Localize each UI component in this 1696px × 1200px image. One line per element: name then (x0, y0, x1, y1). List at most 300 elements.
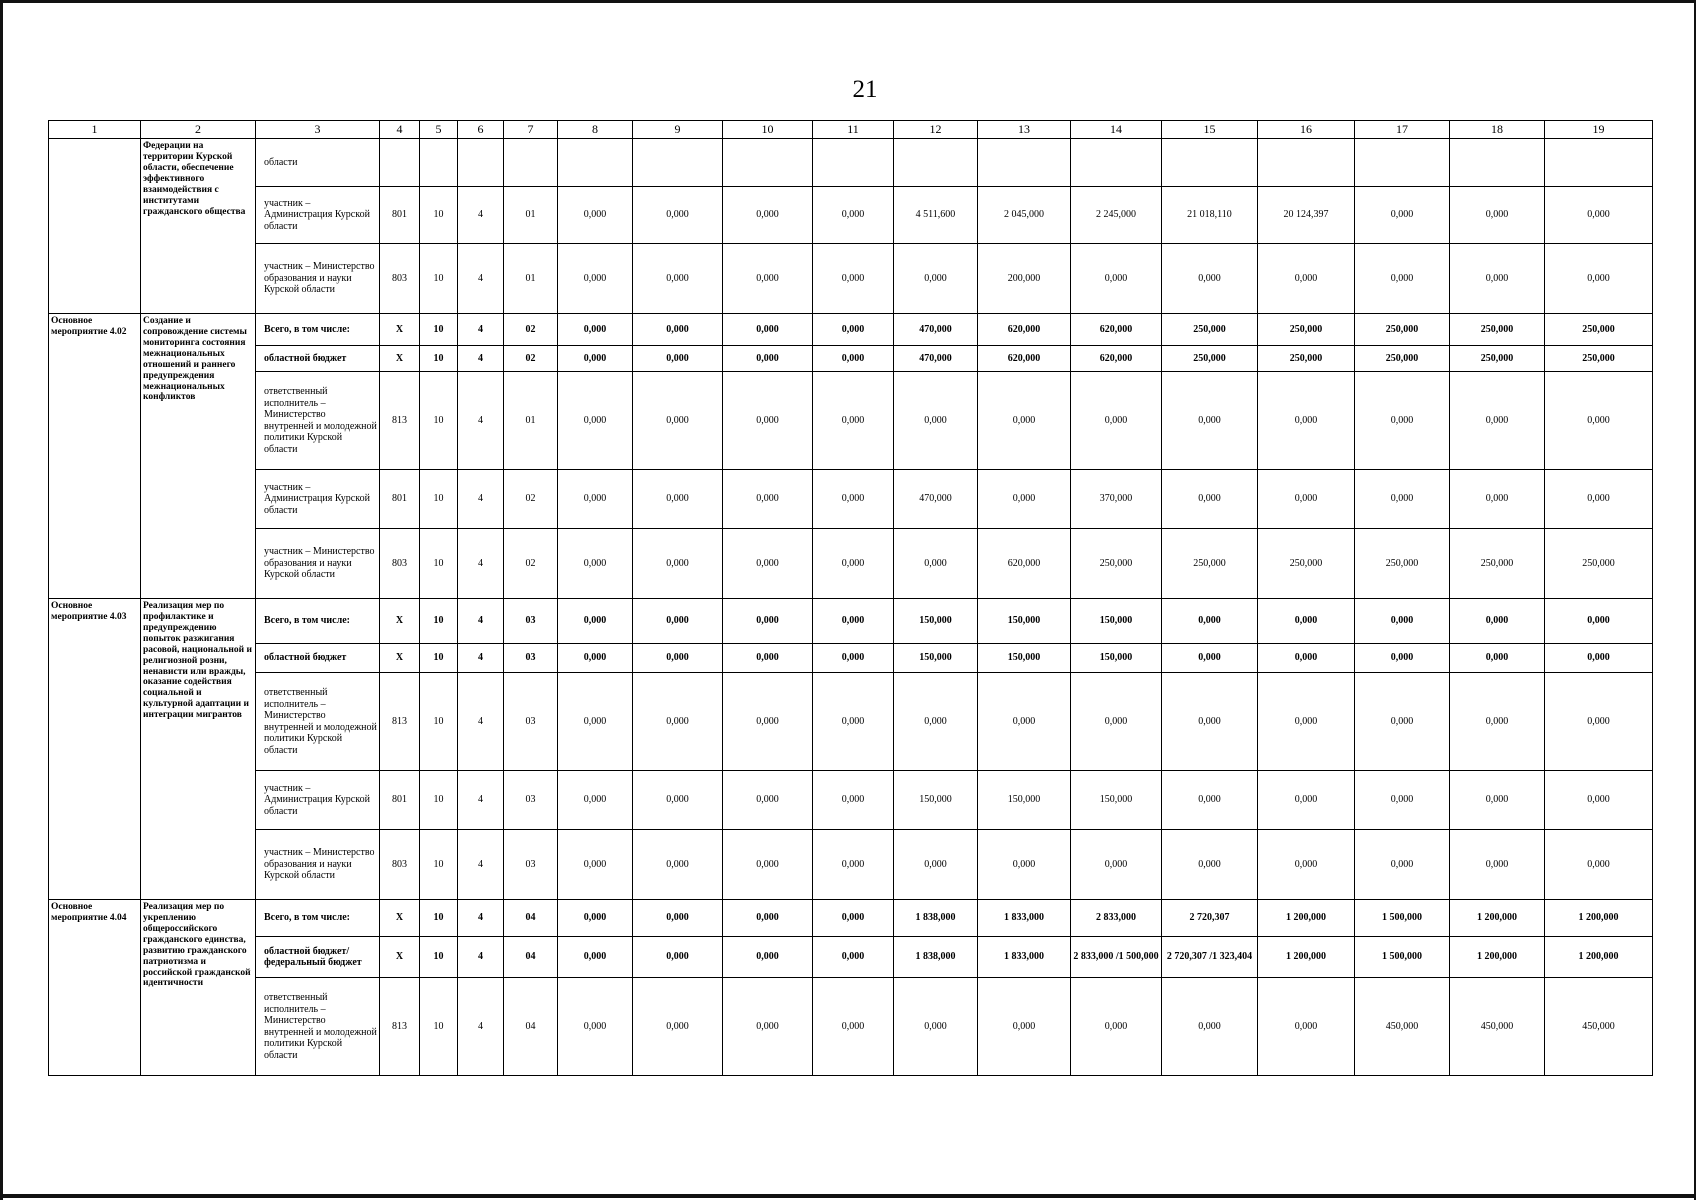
value-cell-col-5: 10 (420, 599, 458, 644)
value-cell-col-19: 0,000 (1545, 187, 1653, 244)
value-cell-col-13: 150,000 (978, 644, 1071, 673)
value-cell-col-12: 0,000 (894, 978, 978, 1076)
scan-border-top (0, 0, 1696, 3)
value-cell-col-17: 0,000 (1355, 673, 1450, 771)
value-cell-col-18: 1 200,000 (1450, 937, 1545, 978)
value-cell-col-12: 4 511,600 (894, 187, 978, 244)
value-cell-col-7: 02 (504, 529, 558, 599)
column-header-19: 19 (1545, 121, 1653, 139)
value-cell-col-9: 0,000 (633, 470, 723, 529)
value-cell-col-10: 0,000 (723, 937, 813, 978)
funding-source-cell: участник – Министерство образования и науки Курской области (256, 529, 380, 599)
activity-code-cell: Основное мероприятие 4.03 (49, 599, 141, 900)
value-cell-col-7 (504, 139, 558, 187)
value-cell-col-17: 0,000 (1355, 244, 1450, 314)
value-cell-col-4: 803 (380, 244, 420, 314)
value-cell-col-7: 04 (504, 900, 558, 937)
value-cell-col-18: 0,000 (1450, 673, 1545, 771)
value-cell-col-8: 0,000 (558, 644, 633, 673)
funding-source-cell: областной бюджет (256, 644, 380, 673)
value-cell-col-7: 01 (504, 244, 558, 314)
value-cell-col-19: 1 200,000 (1545, 900, 1653, 937)
column-header-2: 2 (141, 121, 256, 139)
value-cell-col-16: 250,000 (1258, 314, 1355, 346)
value-cell-col-19: 250,000 (1545, 346, 1653, 372)
value-cell-col-8: 0,000 (558, 937, 633, 978)
value-cell-col-19: 250,000 (1545, 314, 1653, 346)
value-cell-col-11: 0,000 (813, 900, 894, 937)
table-row (49, 529, 1653, 599)
value-cell-col-15: 0,000 (1162, 372, 1258, 470)
value-cell-col-11: 0,000 (813, 937, 894, 978)
table-row (49, 372, 1653, 470)
activity-code-cell: Основное мероприятие 4.04 (49, 900, 141, 1076)
value-cell-col-10: 0,000 (723, 830, 813, 900)
value-cell-col-10: 0,000 (723, 529, 813, 599)
value-cell-col-15: 0,000 (1162, 599, 1258, 644)
value-cell-col-16: 20 124,397 (1258, 187, 1355, 244)
value-cell-col-12: 0,000 (894, 244, 978, 314)
value-cell-col-16: 0,000 (1258, 644, 1355, 673)
value-cell-col-11: 0,000 (813, 644, 894, 673)
funding-source-cell: Всего, в том числе: (256, 599, 380, 644)
value-cell-col-9: 0,000 (633, 937, 723, 978)
value-cell-col-9 (633, 139, 723, 187)
value-cell-col-15: 0,000 (1162, 244, 1258, 314)
value-cell-col-16: 250,000 (1258, 529, 1355, 599)
value-cell-col-13: 200,000 (978, 244, 1071, 314)
value-cell-col-14: 150,000 (1071, 644, 1162, 673)
funding-source-cell: участник – Администрация Курской области (256, 771, 380, 830)
value-cell-col-8: 0,000 (558, 771, 633, 830)
value-cell-col-6: 4 (458, 937, 504, 978)
value-cell-col-6: 4 (458, 314, 504, 346)
value-cell-col-10 (723, 139, 813, 187)
value-cell-col-18: 0,000 (1450, 771, 1545, 830)
value-cell-col-15: 250,000 (1162, 314, 1258, 346)
value-cell-col-19: 0,000 (1545, 771, 1653, 830)
value-cell-col-9: 0,000 (633, 187, 723, 244)
value-cell-col-13: 150,000 (978, 771, 1071, 830)
activity-code-cell (49, 139, 141, 314)
value-cell-col-13: 150,000 (978, 599, 1071, 644)
table-row (49, 139, 1653, 187)
page-number: 21 (852, 76, 878, 103)
value-cell-col-6: 4 (458, 470, 504, 529)
column-header-13: 13 (978, 121, 1071, 139)
value-cell-col-16: 250,000 (1258, 346, 1355, 372)
value-cell-col-7: 03 (504, 830, 558, 900)
table-row (49, 244, 1653, 314)
table-row (49, 470, 1653, 529)
value-cell-col-4: 813 (380, 978, 420, 1076)
table-row (49, 314, 1653, 346)
value-cell-col-15: 250,000 (1162, 529, 1258, 599)
funding-source-cell: Всего, в том числе: (256, 900, 380, 937)
value-cell-col-5: 10 (420, 937, 458, 978)
value-cell-col-11: 0,000 (813, 673, 894, 771)
value-cell-col-14: 2 833,000 /1 500,000 (1071, 937, 1162, 978)
value-cell-col-8 (558, 139, 633, 187)
value-cell-col-17: 0,000 (1355, 187, 1450, 244)
funding-source-cell: участник – Администрация Курской области (256, 470, 380, 529)
value-cell-col-13: 620,000 (978, 314, 1071, 346)
value-cell-col-14 (1071, 139, 1162, 187)
table-row (49, 900, 1653, 937)
value-cell-col-8: 0,000 (558, 372, 633, 470)
value-cell-col-12: 1 838,000 (894, 900, 978, 937)
budget-table (48, 120, 1653, 1076)
value-cell-col-13 (978, 139, 1071, 187)
value-cell-col-16: 0,000 (1258, 830, 1355, 900)
value-cell-col-12: 150,000 (894, 599, 978, 644)
value-cell-col-6: 4 (458, 187, 504, 244)
value-cell-col-17: 450,000 (1355, 978, 1450, 1076)
value-cell-col-11: 0,000 (813, 599, 894, 644)
column-header-5: 5 (420, 121, 458, 139)
value-cell-col-14: 620,000 (1071, 314, 1162, 346)
value-cell-col-9: 0,000 (633, 599, 723, 644)
value-cell-col-12: 470,000 (894, 314, 978, 346)
value-cell-col-11 (813, 139, 894, 187)
value-cell-col-9: 0,000 (633, 529, 723, 599)
value-cell-col-9: 0,000 (633, 644, 723, 673)
value-cell-col-18 (1450, 139, 1545, 187)
value-cell-col-17: 250,000 (1355, 529, 1450, 599)
value-cell-col-9: 0,000 (633, 372, 723, 470)
activity-description-cell: Федерации на территории Курской области, обеспечение эффективного взаимодействия с институтами гражданского общества (141, 139, 256, 314)
value-cell-col-4: 801 (380, 187, 420, 244)
table-row (49, 644, 1653, 673)
value-cell-col-10: 0,000 (723, 346, 813, 372)
value-cell-col-14: 0,000 (1071, 244, 1162, 314)
funding-source-cell: области (256, 139, 380, 187)
value-cell-col-8: 0,000 (558, 187, 633, 244)
value-cell-col-12: 0,000 (894, 673, 978, 771)
value-cell-col-15: 250,000 (1162, 346, 1258, 372)
value-cell-col-14: 250,000 (1071, 529, 1162, 599)
value-cell-col-10: 0,000 (723, 673, 813, 771)
value-cell-col-5: 10 (420, 644, 458, 673)
value-cell-col-15: 0,000 (1162, 470, 1258, 529)
value-cell-col-6: 4 (458, 830, 504, 900)
value-cell-col-11: 0,000 (813, 978, 894, 1076)
value-cell-col-19: 250,000 (1545, 529, 1653, 599)
table-row (49, 673, 1653, 771)
value-cell-col-6: 4 (458, 372, 504, 470)
table-row (49, 830, 1653, 900)
value-cell-col-15: 2 720,307 (1162, 900, 1258, 937)
value-cell-col-18: 1 200,000 (1450, 900, 1545, 937)
value-cell-col-10: 0,000 (723, 900, 813, 937)
value-cell-col-5: 10 (420, 529, 458, 599)
column-header-18: 18 (1450, 121, 1545, 139)
value-cell-col-18: 0,000 (1450, 830, 1545, 900)
value-cell-col-14: 150,000 (1071, 599, 1162, 644)
value-cell-col-12: 1 838,000 (894, 937, 978, 978)
value-cell-col-16: 1 200,000 (1258, 937, 1355, 978)
value-cell-col-6: 4 (458, 599, 504, 644)
value-cell-col-18: 250,000 (1450, 529, 1545, 599)
column-header-3: 3 (256, 121, 380, 139)
table-row (49, 771, 1653, 830)
value-cell-col-19: 0,000 (1545, 830, 1653, 900)
value-cell-col-15: 21 018,110 (1162, 187, 1258, 244)
value-cell-col-11: 0,000 (813, 346, 894, 372)
value-cell-col-17: 1 500,000 (1355, 900, 1450, 937)
value-cell-col-19 (1545, 139, 1653, 187)
value-cell-col-11: 0,000 (813, 830, 894, 900)
column-header-1: 1 (49, 121, 141, 139)
value-cell-col-17: 0,000 (1355, 644, 1450, 673)
value-cell-col-17: 0,000 (1355, 470, 1450, 529)
value-cell-col-10: 0,000 (723, 372, 813, 470)
value-cell-col-18: 0,000 (1450, 470, 1545, 529)
value-cell-col-9: 0,000 (633, 771, 723, 830)
value-cell-col-7: 04 (504, 937, 558, 978)
value-cell-col-6: 4 (458, 673, 504, 771)
value-cell-col-13: 0,000 (978, 372, 1071, 470)
value-cell-col-15: 0,000 (1162, 830, 1258, 900)
column-header-10: 10 (723, 121, 813, 139)
value-cell-col-7: 02 (504, 314, 558, 346)
value-cell-col-11: 0,000 (813, 244, 894, 314)
value-cell-col-16 (1258, 139, 1355, 187)
value-cell-col-6: 4 (458, 529, 504, 599)
value-cell-col-14: 0,000 (1071, 673, 1162, 771)
value-cell-col-12: 470,000 (894, 346, 978, 372)
value-cell-col-18: 250,000 (1450, 346, 1545, 372)
funding-source-cell: участник – Администрация Курской области (256, 187, 380, 244)
value-cell-col-12: 0,000 (894, 529, 978, 599)
value-cell-col-17: 0,000 (1355, 599, 1450, 644)
value-cell-col-9: 0,000 (633, 346, 723, 372)
value-cell-col-19: 0,000 (1545, 673, 1653, 771)
column-header-7: 7 (504, 121, 558, 139)
value-cell-col-8: 0,000 (558, 900, 633, 937)
value-cell-col-7: 01 (504, 187, 558, 244)
value-cell-col-4: 801 (380, 470, 420, 529)
funding-source-cell: ответственный исполнитель – Министерство внутренней и молодежной политики Курской области (256, 372, 380, 470)
value-cell-col-4: X (380, 599, 420, 644)
value-cell-col-16: 0,000 (1258, 599, 1355, 644)
value-cell-col-15 (1162, 139, 1258, 187)
value-cell-col-5 (420, 139, 458, 187)
value-cell-col-5: 10 (420, 771, 458, 830)
value-cell-col-14: 0,000 (1071, 830, 1162, 900)
value-cell-col-11: 0,000 (813, 372, 894, 470)
value-cell-col-13: 0,000 (978, 830, 1071, 900)
funding-source-cell: участник – Министерство образования и науки Курской области (256, 244, 380, 314)
value-cell-col-13: 620,000 (978, 346, 1071, 372)
funding-source-cell: областной бюджет/ федеральный бюджет (256, 937, 380, 978)
value-cell-col-17: 250,000 (1355, 346, 1450, 372)
value-cell-col-17: 250,000 (1355, 314, 1450, 346)
column-header-12: 12 (894, 121, 978, 139)
scan-border-left (0, 0, 3, 1200)
value-cell-col-13: 0,000 (978, 978, 1071, 1076)
value-cell-col-8: 0,000 (558, 830, 633, 900)
table-body (49, 139, 1653, 1076)
table-row (49, 187, 1653, 244)
value-cell-col-9: 0,000 (633, 673, 723, 771)
value-cell-col-18: 0,000 (1450, 599, 1545, 644)
value-cell-col-4: X (380, 900, 420, 937)
value-cell-col-7: 02 (504, 346, 558, 372)
value-cell-col-7: 01 (504, 372, 558, 470)
value-cell-col-17: 0,000 (1355, 372, 1450, 470)
value-cell-col-18: 0,000 (1450, 187, 1545, 244)
value-cell-col-4: 801 (380, 771, 420, 830)
value-cell-col-11: 0,000 (813, 470, 894, 529)
value-cell-col-19: 450,000 (1545, 978, 1653, 1076)
funding-source-cell: ответственный исполнитель – Министерство внутренней и молодежной политики Курской области (256, 978, 380, 1076)
value-cell-col-8: 0,000 (558, 346, 633, 372)
value-cell-col-10: 0,000 (723, 244, 813, 314)
table-row (49, 937, 1653, 978)
table-row (49, 599, 1653, 644)
value-cell-col-4: 813 (380, 372, 420, 470)
value-cell-col-4: X (380, 644, 420, 673)
value-cell-col-4: 803 (380, 830, 420, 900)
value-cell-col-5: 10 (420, 900, 458, 937)
value-cell-col-13: 0,000 (978, 470, 1071, 529)
value-cell-col-17: 0,000 (1355, 771, 1450, 830)
value-cell-col-14: 2 245,000 (1071, 187, 1162, 244)
value-cell-col-7: 03 (504, 673, 558, 771)
value-cell-col-5: 10 (420, 346, 458, 372)
value-cell-col-19: 0,000 (1545, 372, 1653, 470)
activity-description-cell: Создание и сопровождение системы мониторинга состояния межнациональных отношений и раннего предупреждения межнациональных конфликтов (141, 314, 256, 599)
value-cell-col-13: 0,000 (978, 673, 1071, 771)
value-cell-col-14: 150,000 (1071, 771, 1162, 830)
activity-description-cell: Реализация мер по профилактике и предупреждению попыток разжигания расовой, национальной и религиозной розни, ненависти или вражды, оказание содействия социальной и культурной адаптации и интеграции мигрантов (141, 599, 256, 900)
value-cell-col-6 (458, 139, 504, 187)
value-cell-col-6: 4 (458, 900, 504, 937)
value-cell-col-16: 1 200,000 (1258, 900, 1355, 937)
column-header-6: 6 (458, 121, 504, 139)
value-cell-col-5: 10 (420, 187, 458, 244)
value-cell-col-13: 620,000 (978, 529, 1071, 599)
value-cell-col-6: 4 (458, 771, 504, 830)
value-cell-col-10: 0,000 (723, 599, 813, 644)
value-cell-col-17 (1355, 139, 1450, 187)
value-cell-col-18: 0,000 (1450, 372, 1545, 470)
value-cell-col-19: 1 200,000 (1545, 937, 1653, 978)
activity-description-cell: Реализация мер по укреплению общероссийского гражданского единства, развитию гражданского патриотизма и российской гражданской идентичности (141, 900, 256, 1076)
value-cell-col-11: 0,000 (813, 187, 894, 244)
column-number-header-row (49, 121, 1653, 139)
value-cell-col-4: 813 (380, 673, 420, 771)
value-cell-col-12: 0,000 (894, 372, 978, 470)
value-cell-col-14: 370,000 (1071, 470, 1162, 529)
value-cell-col-7: 02 (504, 470, 558, 529)
value-cell-col-15: 0,000 (1162, 978, 1258, 1076)
value-cell-col-19: 0,000 (1545, 244, 1653, 314)
value-cell-col-14: 0,000 (1071, 372, 1162, 470)
value-cell-col-11: 0,000 (813, 771, 894, 830)
value-cell-col-10: 0,000 (723, 187, 813, 244)
column-header-17: 17 (1355, 121, 1450, 139)
value-cell-col-14: 620,000 (1071, 346, 1162, 372)
value-cell-col-19: 0,000 (1545, 644, 1653, 673)
table-row (49, 978, 1653, 1076)
value-cell-col-4: X (380, 346, 420, 372)
column-header-14: 14 (1071, 121, 1162, 139)
value-cell-col-7: 03 (504, 771, 558, 830)
value-cell-col-6: 4 (458, 644, 504, 673)
column-header-16: 16 (1258, 121, 1355, 139)
value-cell-col-12: 150,000 (894, 644, 978, 673)
value-cell-col-4 (380, 139, 420, 187)
value-cell-col-17: 1 500,000 (1355, 937, 1450, 978)
table-row (49, 346, 1653, 372)
value-cell-col-8: 0,000 (558, 529, 633, 599)
value-cell-col-10: 0,000 (723, 644, 813, 673)
value-cell-col-18: 450,000 (1450, 978, 1545, 1076)
value-cell-col-8: 0,000 (558, 978, 633, 1076)
funding-source-cell: областной бюджет (256, 346, 380, 372)
value-cell-col-6: 4 (458, 244, 504, 314)
value-cell-col-18: 250,000 (1450, 314, 1545, 346)
value-cell-col-14: 2 833,000 (1071, 900, 1162, 937)
value-cell-col-5: 10 (420, 978, 458, 1076)
value-cell-col-8: 0,000 (558, 673, 633, 771)
value-cell-col-13: 1 833,000 (978, 900, 1071, 937)
value-cell-col-15: 0,000 (1162, 644, 1258, 673)
value-cell-col-7: 04 (504, 978, 558, 1076)
value-cell-col-18: 0,000 (1450, 244, 1545, 314)
value-cell-col-13: 2 045,000 (978, 187, 1071, 244)
scan-border-bottom (0, 1194, 1696, 1198)
value-cell-col-10: 0,000 (723, 314, 813, 346)
value-cell-col-10: 0,000 (723, 771, 813, 830)
value-cell-col-19: 0,000 (1545, 599, 1653, 644)
value-cell-col-17: 0,000 (1355, 830, 1450, 900)
value-cell-col-8: 0,000 (558, 599, 633, 644)
column-header-4: 4 (380, 121, 420, 139)
value-cell-col-12: 470,000 (894, 470, 978, 529)
value-cell-col-16: 0,000 (1258, 978, 1355, 1076)
value-cell-col-16: 0,000 (1258, 673, 1355, 771)
column-header-8: 8 (558, 121, 633, 139)
value-cell-col-16: 0,000 (1258, 470, 1355, 529)
value-cell-col-7: 03 (504, 599, 558, 644)
value-cell-col-5: 10 (420, 314, 458, 346)
column-header-11: 11 (813, 121, 894, 139)
value-cell-col-18: 0,000 (1450, 644, 1545, 673)
value-cell-col-16: 0,000 (1258, 372, 1355, 470)
value-cell-col-9: 0,000 (633, 830, 723, 900)
value-cell-col-4: X (380, 937, 420, 978)
value-cell-col-10: 0,000 (723, 978, 813, 1076)
value-cell-col-15: 2 720,307 /1 323,404 (1162, 937, 1258, 978)
value-cell-col-11: 0,000 (813, 314, 894, 346)
value-cell-col-10: 0,000 (723, 470, 813, 529)
value-cell-col-8: 0,000 (558, 244, 633, 314)
funding-source-cell: Всего, в том числе: (256, 314, 380, 346)
value-cell-col-5: 10 (420, 372, 458, 470)
value-cell-col-5: 10 (420, 244, 458, 314)
value-cell-col-5: 10 (420, 830, 458, 900)
value-cell-col-11: 0,000 (813, 529, 894, 599)
funding-source-cell: участник – Министерство образования и науки Курской области (256, 830, 380, 900)
value-cell-col-6: 4 (458, 346, 504, 372)
activity-code-cell: Основное мероприятие 4.02 (49, 314, 141, 599)
funding-source-cell: ответственный исполнитель – Министерство внутренней и молодежной политики Курской области (256, 673, 380, 771)
value-cell-col-9: 0,000 (633, 314, 723, 346)
value-cell-col-4: X (380, 314, 420, 346)
